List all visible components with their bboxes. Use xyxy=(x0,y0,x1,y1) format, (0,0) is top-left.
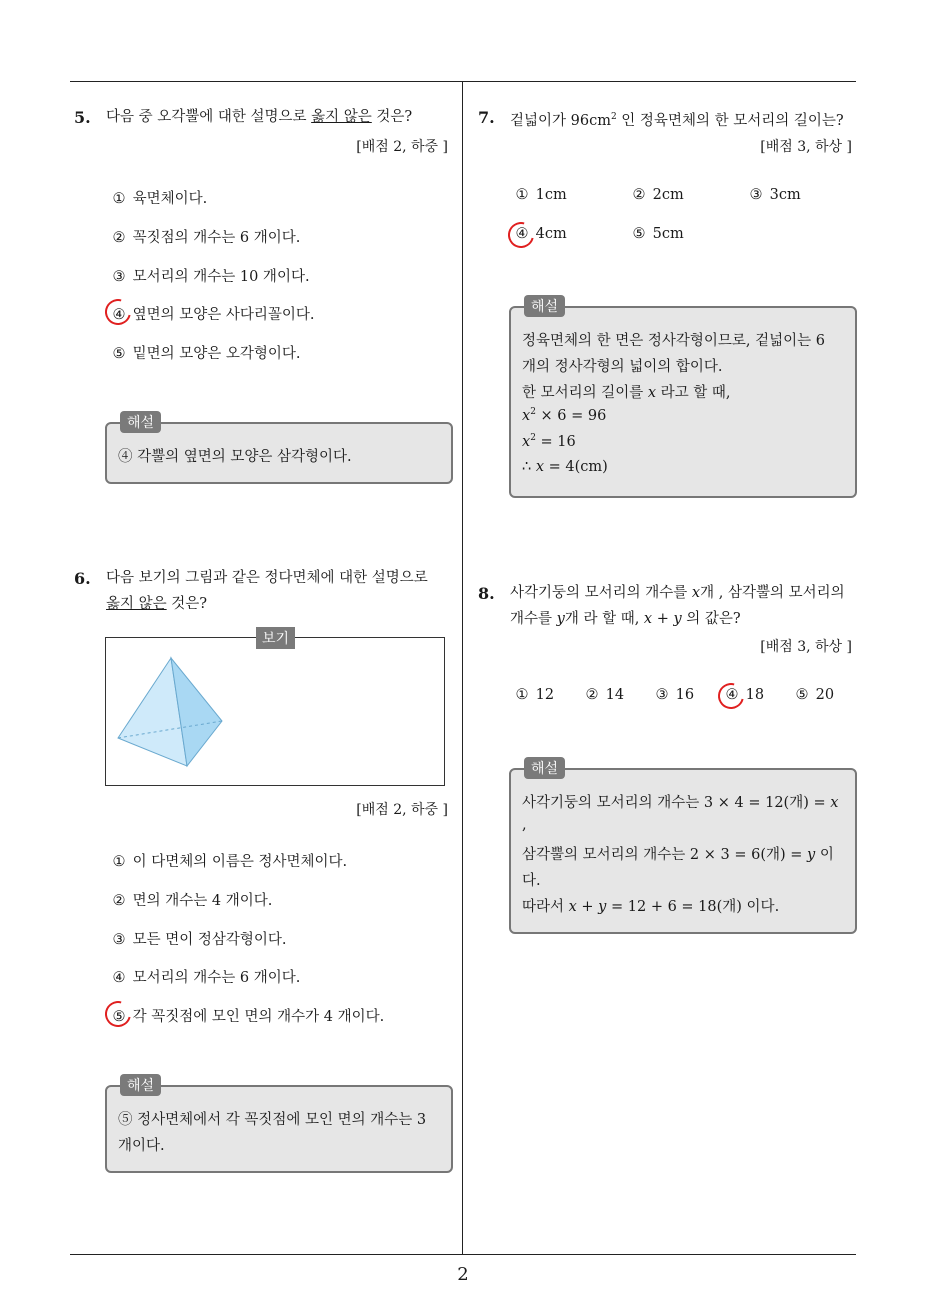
option-2[interactable]: ② 꼭짓점의 개수는 6 개이다. xyxy=(112,230,301,246)
explanation-line3: 한 모서리의 길이를 x 라고 할 때, xyxy=(522,385,731,401)
question-text: 다음 중 오각뿔에 대한 설명으로 옳지 않은 것은? xyxy=(106,109,413,125)
option-1[interactable]: ① 육면체이다. xyxy=(112,191,208,207)
explanation-line2: 개이다. xyxy=(118,1138,165,1154)
explanation-line1: 사각기둥의 모서리의 개수는 3 × 4 = 12(개) = x xyxy=(522,795,839,811)
option-1[interactable]: ① 1cm xyxy=(515,187,567,203)
explanation-line2: , xyxy=(522,817,527,833)
explanation-line2: 개의 정사각형의 넓이의 합이다. xyxy=(522,359,723,375)
explanation-line1: ⑤ 정사면체에서 각 꼭짓점에 모인 면의 개수는 3 xyxy=(118,1112,427,1128)
explanation-tag: 해설 xyxy=(524,757,565,779)
option-4[interactable]: ④ 4cm xyxy=(515,226,567,242)
bottom-rule xyxy=(70,1254,856,1255)
option-4[interactable]: ④ 모서리의 개수는 6 개이다. xyxy=(112,970,301,986)
option-3[interactable]: ③ 모서리의 개수는 10 개이다. xyxy=(112,269,310,285)
option-3[interactable]: ③ 3cm xyxy=(749,187,801,203)
option-2[interactable]: ② 면의 개수는 4 개이다. xyxy=(112,893,273,909)
score-meta: [배점 3, 하상 ] xyxy=(760,639,852,655)
explanation-text: ④ 각뿔의 옆면의 모양은 삼각형이다. xyxy=(118,449,352,465)
explanation-box xyxy=(105,1085,453,1173)
question-text-line1: 사각기둥의 모서리의 개수를 x개 , 삼각뿔의 모서리의 xyxy=(510,585,845,601)
question-number: 5. xyxy=(74,108,91,127)
option-5[interactable]: ⑤ 5cm xyxy=(632,226,684,242)
explanation-tag: 해설 xyxy=(524,295,565,317)
score-meta: [배점 2, 하중 ] xyxy=(356,802,448,818)
option-2[interactable]: ② 2cm xyxy=(632,187,684,203)
option-3[interactable]: ③ 모든 면이 정삼각형이다. xyxy=(112,932,287,948)
score-meta: [배점 2, 하중 ] xyxy=(356,139,448,155)
explanation-line4: $x^2 \times 6 = 96$ xyxy=(522,407,607,424)
answer-circle-mark xyxy=(503,217,539,253)
explanation-tag: 해설 xyxy=(120,1074,161,1096)
question-number: 6. xyxy=(74,569,91,588)
explanation-line5: 따라서 x + y = 12 + 6 = 18(개) 이다. xyxy=(522,899,780,915)
option-2[interactable]: ② 14 xyxy=(585,687,625,703)
answer-circle-mark xyxy=(100,294,136,330)
question-text: 겉넓이가 $96cm^2$ 인 정육면체의 한 모서리의 길이는? xyxy=(510,112,844,129)
explanation-line3: 삼각뿔의 모서리의 개수는 2 × 3 = 6(개) = y 이 xyxy=(522,847,834,863)
answer-circle-mark xyxy=(713,678,749,714)
question-text-line2: 옳지 않은 것은? xyxy=(106,596,208,612)
answer-circle-mark xyxy=(100,996,136,1032)
question-number: 8. xyxy=(478,584,495,603)
top-rule xyxy=(70,81,856,82)
option-5[interactable]: ⑤ 밑면의 모양은 오각형이다. xyxy=(112,346,301,362)
explanation-line6: ∴ x = 4(cm) xyxy=(522,459,608,475)
option-5[interactable]: ⑤ 각 꼭짓점에 모인 면의 개수가 4 개이다. xyxy=(112,1009,385,1025)
option-3[interactable]: ③ 16 xyxy=(655,687,695,703)
question-number: 7. xyxy=(478,108,495,127)
explanation-line1: 정육면체의 한 면은 정사각형이므로, 겉넓이는 6 xyxy=(522,333,826,349)
question-text-line2: 개수를 y개 라 할 때, x + y 의 값은? xyxy=(510,611,741,627)
explanation-line5: $x^2 = 16$ xyxy=(522,433,576,450)
option-4[interactable]: ④ 옆면의 모양은 사다리꼴이다. xyxy=(112,307,315,323)
option-1[interactable]: ① 이 다면체의 이름은 정사면체이다. xyxy=(112,854,348,870)
option-5[interactable]: ⑤ 20 xyxy=(795,687,835,703)
tetrahedron-figure xyxy=(106,638,446,787)
score-meta: [배점 3, 하상 ] xyxy=(760,139,852,155)
explanation-tag: 해설 xyxy=(120,411,161,433)
option-4[interactable]: ④ 18 xyxy=(725,687,765,703)
column-divider xyxy=(462,82,463,1255)
example-box xyxy=(105,637,445,786)
page-number: 2 xyxy=(457,1264,469,1285)
question-text-line1: 다음 보기의 그림과 같은 정다면체에 대한 설명으로 xyxy=(106,570,428,586)
example-tag: 보기 xyxy=(256,627,295,649)
explanation-line4: 다. xyxy=(522,873,541,889)
option-1[interactable]: ① 12 xyxy=(515,687,555,703)
